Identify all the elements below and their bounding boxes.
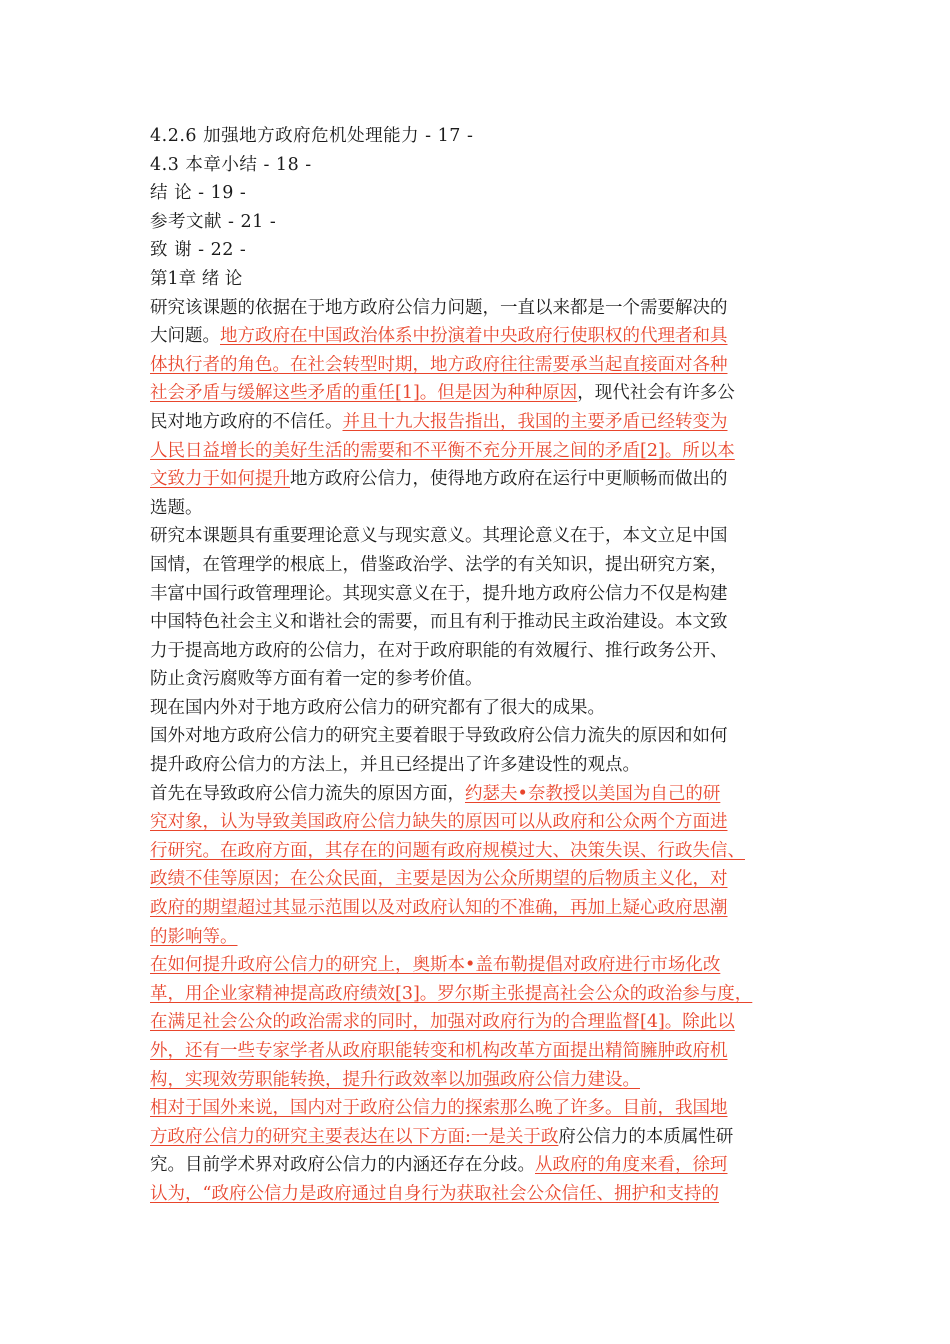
highlighted-text: 外，还有一些专家学者从政府职能转变和机构改革方面提出精简臃肿政府机: [150, 1041, 728, 1061]
text-line: 丰富中国行政管理理论。其现实意义在于，提升地方政府公信力不仅是构建: [150, 583, 728, 604]
document-page: [150, 122, 810, 1209]
highlighted-text: 相对于国外来说，国内对于政府公信力的探索那么晚了许多。目前，我国地: [150, 1098, 728, 1119]
chapter-title: 第1章 绪 论: [150, 268, 243, 289]
highlighted-text: 约瑟夫•奈教授以美国为自己的研: [465, 783, 721, 804]
highlighted-text: 的影响等。: [150, 926, 238, 947]
highlighted-text: 政府的期望超过其显示范围以及对政府认知的不准确，再加上疑心政府思潮: [150, 898, 728, 919]
highlighted-text: 政绩不佳等原因；在公众民面，主要是因为公众所期望的后物质主义化，对: [150, 869, 728, 890]
highlighted-text: 社会矛盾与缓解这些矛盾的重任[1]。但是因为种种原因: [150, 383, 578, 404]
toc-entry: 参考文献 - 21 -: [150, 211, 277, 232]
table-of-contents: [150, 122, 810, 265]
text-segment: ，现代社会有许多公: [577, 383, 735, 404]
toc-entry: 结 论 - 19 -: [150, 183, 247, 204]
highlighted-text: 在如何提升政府公信力的研究上，奥斯本•盖布勒提倡对政府进行市场化改: [150, 955, 721, 976]
highlighted-text: 在满足社会公众的政治需求的同时，加强对政府行为的合理监督[4]。除此以: [150, 1012, 735, 1033]
text-segment: 首先在导致政府公信力流失的原因方面，: [150, 783, 465, 804]
highlighted-text: 文致力于如何提升: [150, 469, 290, 490]
text-line: [150, 408, 810, 437]
highlighted-text: 认为，“政府公信力是政府通过自身行为获取社会公众信任、拥护和支持的: [150, 1183, 719, 1204]
text-line: 选题。: [150, 497, 203, 518]
text-line: 国外对地方政府公信力的研究主要着眼于导致政府公信力流失的原因和如何: [150, 726, 728, 747]
highlighted-text: 革，用企业家精神提高政府绩效[3]。罗尔斯主张提高社会公众的政治参与度，: [150, 983, 753, 1004]
toc-entry: 4.3 本章小结 - 18 -: [150, 154, 312, 175]
text-line: 研究该课题的依据在于地方政府公信力问题，一直以来都是一个需要解决的: [150, 297, 728, 318]
text-line: [150, 780, 810, 809]
text-line: 防止贪污腐败等方面有着一定的参考价值。: [150, 669, 483, 690]
text-line: 国情，在管理学的根底上，借鉴政治学、法学的有关知识，提出研究方案，: [150, 554, 728, 575]
text-line: [150, 1123, 810, 1152]
text-line: [150, 465, 810, 494]
highlighted-text: 地方政府在中国政治体系中扮演着中央政府行使职权的代理者和具: [220, 326, 728, 347]
text-segment: 地方政府公信力，使得地方政府在运行中更顺畅而做出的: [290, 469, 728, 490]
text-segment: 民对地方政府的不信任。: [150, 411, 343, 432]
paragraph-status: 现在国内外对于地方政府公信力的研究都有了很大的成果。: [150, 697, 605, 718]
paragraph-improvement: [150, 951, 810, 1094]
text-line: [150, 1151, 810, 1180]
text-line: 研究本课题具有重要理论意义与现实意义。其理论意义在于，本文立足中国: [150, 526, 728, 547]
text-segment: 究。目前学术界对政府公信力的内涵还存在分歧。: [150, 1155, 535, 1176]
highlighted-text: 构，实现效劳职能转换，提升行政效率以加强政府公信力建设。: [150, 1069, 640, 1090]
highlighted-text: 人民日益增长的美好生活的需要和不平衡不充分开展之间的矛盾[2]。所以本: [150, 440, 735, 461]
paragraph-causes: [150, 780, 810, 952]
highlighted-text: 究对象，认为导致美国政府公信力缺失的原因可以从政府和公众两个方面进: [150, 812, 728, 833]
highlighted-text: 并且十九大报告指出，我国的主要矛盾已经转变为: [342, 411, 728, 432]
paragraph-foreign-research: [150, 722, 810, 779]
highlighted-text: 从政府的角度来看，徐珂: [535, 1155, 728, 1176]
text-segment: 府公信力的本质属性研: [558, 1126, 734, 1147]
paragraph-research-basis: [150, 294, 810, 523]
toc-entry: 致 谢 - 22 -: [150, 240, 247, 261]
text-line: [150, 379, 810, 408]
text-line: 提升政府公信力的方法上，并且已经提出了许多建设性的观点。: [150, 755, 640, 776]
text-line: 中国特色社会主义和谐社会的需要，而且有利于推动民主政治建设。本文致: [150, 612, 728, 633]
text-line: [150, 322, 810, 351]
text-line: 力于提高地方政府的公信力，在对于政府职能的有效履行、推行政务公开、: [150, 640, 728, 661]
text-segment: 大问题。: [150, 326, 220, 347]
highlighted-text: 行研究。在政府方面，其存在的问题有政府规模过大、决策失误、行政失信、: [150, 840, 745, 861]
paragraph-significance: [150, 522, 810, 694]
highlighted-text: 体执行者的角色。在社会转型时期，地方政府往往需要承当起直接面对各种: [150, 354, 728, 375]
toc-entry: 4.2.6 加强地方政府危机处理能力 - 17 -: [150, 126, 474, 146]
highlighted-text: 方政府公信力的研究主要表达在以下方面:一是关于政: [150, 1126, 559, 1147]
paragraph-domestic-research: [150, 1094, 810, 1208]
